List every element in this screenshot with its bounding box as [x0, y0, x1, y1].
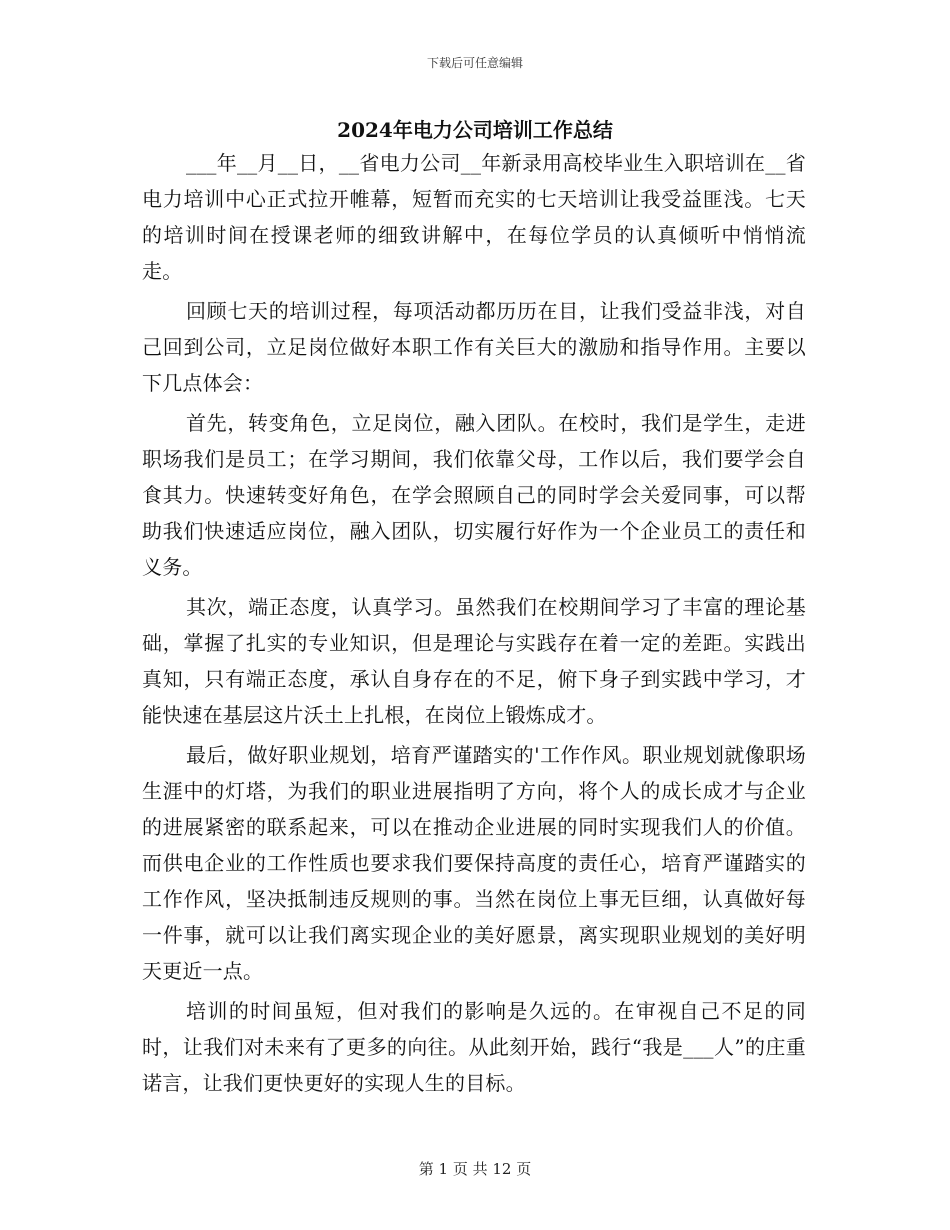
paragraph-second-point: 其次，端正态度，认真学习。虽然我们在校期间学习了丰富的理论基础，掌握了扎实的专业知识，但是理论与实践存在着一定的差距。实践出真知，只有端正态度，承认自身存在的不足，俯下身子到实践中学习，才能快速在基层这片沃土上扎根，在岗位上锻炼成才。	[142, 595, 806, 727]
paragraph-last-point: 最后，做好职业规划，培育严谨踏实的'工作作风。职业规划就像职场生涯中的灯塔，为我们的职业进展指明了方向，将个人的成长成才与企业的进展紧密的联系起来，可以在推动企业进展的同时实现我们人的价值。而供电企业的工作性质也要求我们要保持高度的责任心，培育严谨踏实的工作作风，坚决抵制违反规则的事。当然在岗位上事无巨细，认真做好每一件事，就可以让我们离实现企业的美好愿景，离实现职业规划的美好明天更近一点。	[142, 743, 806, 983]
document-title: 2024年电力公司培训工作总结	[337, 118, 613, 142]
paragraph-review: 回顾七天的培训过程，每项活动都历历在目，让我们受益非浅，对自己回到公司，立足岗位做好本职工作有关巨大的激励和指导作用。主要以下几点体会：	[142, 299, 806, 395]
paragraph-first-point: 首先，转变角色，立足岗位，融入团队。在校时，我们是学生，走进职场我们是员工；在学习期间，我们依靠父母，工作以后，我们要学会自食其力。快速转变好角色，在学会照顾自己的同时学会关爱同事，可以帮助我们快速适应岗位，融入团队，切实履行好作为一个企业员工的责任和义务。	[142, 411, 806, 579]
paragraph-conclusion: 培训的时间虽短，但对我们的影响是久远的。在审视自己不足的同时，让我们对未来有了更多的向往。从此刻开始，践行“我是___人”的庄重诺言，让我们更快更好的实现人生的目标。	[142, 999, 806, 1095]
page-number: 第 1 页 共 12 页	[418, 1160, 532, 1178]
paragraph-intro: ___年__月__日，__省电力公司__年新录用高校毕业生入职培训在__省电力培训中心正式拉开帷幕，短暂而充实的七天培训让我受益匪浅。七天的培训时间在授课老师的细致讲解中，在每位学员的认真倾听中悄悄流走。	[142, 151, 806, 283]
document-body	[142, 145, 806, 1105]
download-edit-note: 下载后可任意编辑	[426, 56, 523, 70]
